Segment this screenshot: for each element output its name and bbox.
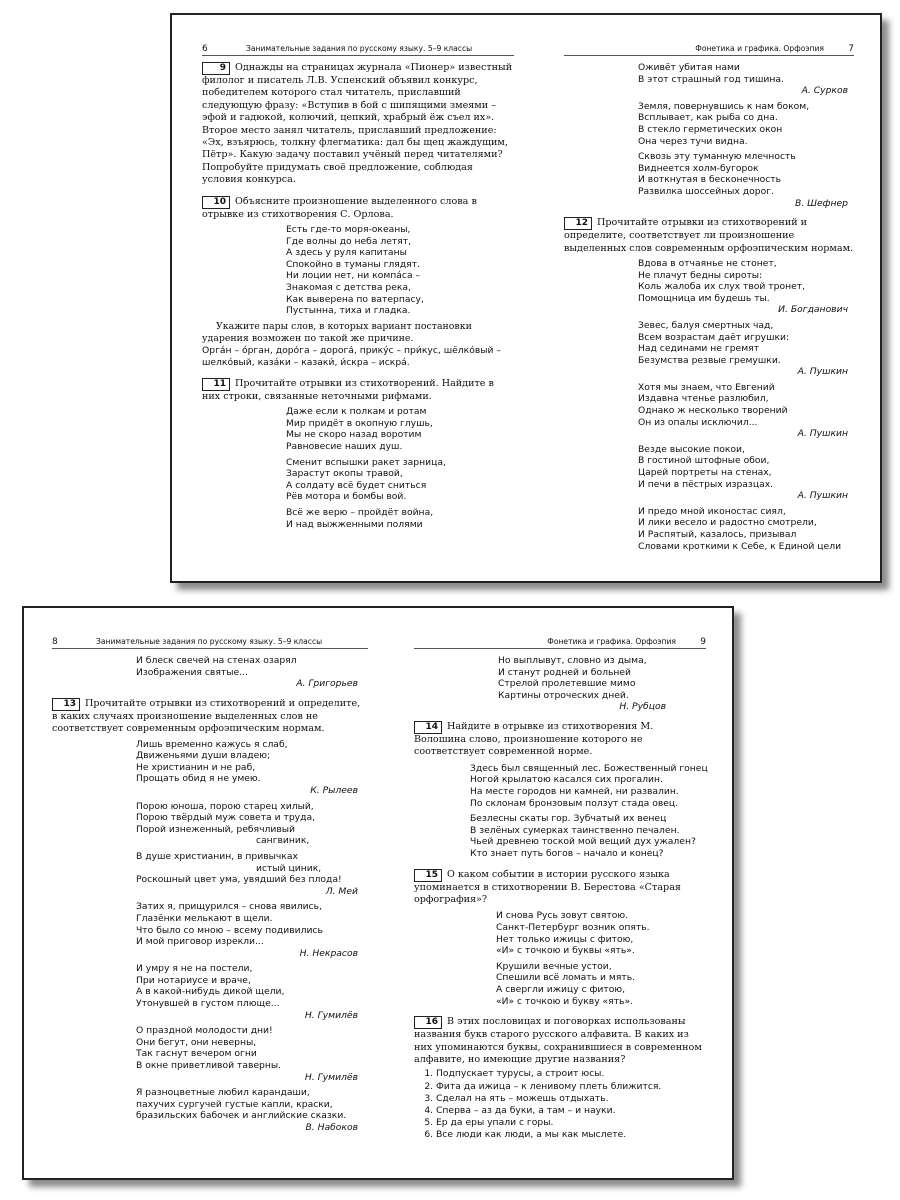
poem-line: Где волны до неба летят,: [286, 235, 412, 247]
task-number: 10: [202, 196, 230, 209]
poem: [496, 910, 706, 1007]
poem-author: А. Пушкин: [797, 366, 848, 378]
poem-line: Над сединами не гремят: [638, 343, 759, 355]
poem-line: Земля, повернувшись к нам боком,: [638, 100, 810, 112]
poem: [136, 739, 358, 1134]
page-8: [52, 608, 368, 1178]
poem-line: «И» с точкою и букву «ять».: [496, 995, 634, 1007]
list-item: 4. Сперва – аз да буки, а там – и науки.: [436, 1105, 706, 1117]
poem-line: И снова Русь зовут святою.: [496, 910, 629, 922]
page-number: 7: [848, 44, 854, 54]
poem-line: Они бегут, они неверны,: [136, 1036, 257, 1048]
poem-line: В душе христианин, в привычках: [136, 850, 298, 862]
poem-line: Зевес, балуя смертных чад,: [638, 319, 774, 331]
poem-line: Коль жалоба их слух твой тронет,: [638, 281, 806, 293]
poem-line: Равновесие наших душ.: [286, 441, 403, 452]
poem-line: Везде высокие покои,: [638, 443, 745, 455]
poem-line: Словами кроткими к Себе, к Единой цели: [638, 540, 842, 552]
poem-line: Мы не скоро назад воротим: [286, 429, 422, 441]
task-number: 14: [414, 721, 442, 734]
task-text: Найдите в отрывке из стихотворения М. Волошина слово, произношение которого не соответствует современной норме.: [414, 720, 654, 758]
page-header: [414, 636, 706, 649]
poem-author: А. Григорьев: [296, 678, 358, 690]
poem: [286, 406, 514, 530]
poem-line: Лишь временно кажусь я слаб,: [136, 738, 288, 750]
poem-line: А в какой-нибудь дикой щели,: [136, 986, 285, 998]
task-number: 16: [414, 1016, 442, 1029]
poem-line: Всем возрастам даёт игрушки:: [638, 331, 790, 343]
task-14: [414, 721, 706, 860]
poem-line: На месте городов ни камней, ни развалин.: [470, 785, 679, 797]
poem-line: Кто знает путь богов – начало и конец?: [470, 847, 664, 859]
poem-line: Так гаснут вечером огни: [136, 1048, 257, 1060]
poem-line: И воткнутая в бесконечность: [638, 174, 782, 186]
poem-author: В. Шефнер: [795, 197, 848, 209]
page-header: [564, 43, 854, 56]
poem: [286, 224, 514, 317]
poem-line: В окне приветливой таверны.: [136, 1060, 282, 1072]
poem-line: А свергли ижицу с фитою,: [496, 983, 626, 995]
poem-author: А. Пушкин: [797, 428, 848, 440]
poem-line: Порою юноша, порою старец хилый,: [136, 800, 314, 812]
poem-line: Он из опалы исключил...: [638, 416, 758, 428]
poem-line: Всплывает, как рыба со дна.: [638, 112, 778, 124]
poem: [470, 763, 706, 860]
proverb-list: [414, 1068, 706, 1141]
book-spread-pages-6-7: [170, 13, 882, 583]
poem-line: Есть где-то моря-океаны,: [286, 224, 411, 236]
poem: [638, 258, 848, 552]
poem-line: Вдова в отчаянье не стонет,: [638, 257, 777, 269]
poem-author: Н. Некрасов: [299, 947, 358, 959]
poem-line: В стекло герметических окон: [638, 123, 783, 135]
task-text: Прочитайте отрывки из стихотворений и определите, соответствует ли произношение выделенных слов современным орфоэпическим нормам.: [564, 217, 854, 254]
poem-line: Я разноцветные любил карандаши,: [136, 1087, 310, 1099]
poem-line: Спешили всё ломать и мять.: [496, 972, 636, 984]
poem-line: Даже если к полкам и ротам: [286, 406, 427, 418]
page-6: [202, 15, 514, 581]
poem-line: И умру я не на постели,: [136, 963, 253, 975]
task-number: 9: [202, 62, 230, 75]
word-pairs: Орга́н – о́рган, доро́га – дорога́, прику́с – при́кус, шёлко́вый – шелко́вый, каза́ки – казаки́, и́скра – искра́.: [202, 345, 501, 369]
poem-author: Н. Гумилёв: [304, 1071, 358, 1083]
poem-line: Чьей древнею тоской мой вещий дух ужален?: [470, 836, 696, 848]
poem-line: «И» с точкою и буквы «ять».: [496, 945, 635, 957]
poem-line: Пустынна, тиха и гладка.: [286, 305, 411, 317]
list-item: 5. Ер да еры упали с горы.: [436, 1117, 706, 1129]
poem-line: Она через тучи видна.: [638, 135, 748, 147]
list-item: 3. Сделал на ять – можешь отдыхать.: [436, 1093, 706, 1105]
poem-line: истый циник,: [256, 862, 322, 874]
poem-line: И мой приговор изрекли...: [136, 936, 264, 948]
poem-line: Безумства резвые гремушки.: [638, 354, 781, 366]
poem-line: Ногой крылатою касался сих прогалин.: [470, 774, 663, 786]
task-9: [202, 62, 514, 187]
page-9: [414, 608, 706, 1178]
poem-line: И блеск свечей на стенах озарял: [136, 655, 297, 666]
poem-line: И печи в пёстрых изразцах.: [638, 478, 774, 490]
poem-line: Развилка шоссейных дорог.: [638, 185, 774, 197]
poem-author: Л. Мей: [325, 885, 358, 897]
poem-line: Картины отроческих дней.: [498, 689, 629, 701]
task-text: Прочитайте отрывки из стихотворений и определите, в каких случаях произношение выделенных слов не соответствует современным орфоэпическим нормам.: [52, 697, 361, 735]
task-number: 12: [564, 217, 592, 230]
poem-line: Не христианин и не раб,: [136, 761, 256, 773]
poem-line: Не плачут бедны сироты:: [638, 269, 763, 281]
poem-line: Зарастут окопы травой,: [286, 468, 403, 480]
task-number: 11: [202, 378, 230, 391]
poem-line: О праздной молодости дни!: [136, 1025, 273, 1037]
poem-line: пахучих сургучей густые капли, краски,: [136, 1098, 333, 1110]
poem-line: Затих я, прищурился – снова явились,: [136, 901, 322, 913]
poem-line: И предо мной иконостас сиял,: [638, 505, 786, 517]
poem-line: Оживёт убитая нами: [638, 62, 740, 73]
poem-line: Всё же верю – пройдёт война,: [286, 506, 434, 518]
list-item: 1. Подпускает турусы, а строит юсы.: [436, 1068, 706, 1080]
poem-author: И. Богданович: [778, 304, 848, 316]
poem-line: Хотя мы знаем, что Евгений: [638, 381, 775, 393]
running-title: Фонетика и графика. Орфоэпия: [547, 637, 676, 646]
poem-line: Нет только ижицы с фитою,: [496, 933, 634, 945]
running-title: Фонетика и графика. Орфоэпия: [695, 44, 824, 53]
poem-line: Прощать обид я не умею.: [136, 773, 261, 785]
poem-line: Безлесны скаты гор. Зубчатый их венец: [470, 813, 667, 825]
poem-line: Движеньями души владею;: [136, 750, 271, 762]
poem-line: Но выплывут, словно из дыма,: [498, 655, 647, 666]
poem-author: А. Сурков: [801, 85, 848, 97]
poem-line: бразильских бабочек и английские сказки.: [136, 1110, 347, 1122]
poem-line: Крушили вечные устои,: [496, 960, 612, 972]
poem-line: Глазёнки мелькают в щели.: [136, 912, 273, 924]
task-text: О каком событии в истории русского языка упоминается в стихотворении В. Берестова «Старая орфография»?: [414, 868, 681, 905]
poem-line: Сквозь эту туманную млечность: [638, 151, 796, 163]
poem-author: Н. Гумилёв: [304, 1009, 358, 1021]
task-11: [202, 378, 514, 530]
poem-line: сангвиник,: [256, 835, 310, 847]
running-title: Занимательные задания по русскому языку. 5–9 классы: [246, 44, 473, 53]
running-title: Занимательные задания по русскому языку. 5–9 классы: [96, 637, 323, 646]
poem-line: В зелёных сумерках таинственно печален.: [470, 824, 680, 836]
task-question: Укажите пары слов, в которых вариант постановки ударения возможен по такой же причине.: [202, 320, 472, 345]
poem-line: И над выжженными полями: [286, 518, 423, 530]
poem-line: Санкт-Петербург возник опять.: [496, 921, 650, 933]
page-7: [564, 15, 854, 581]
page-header: [52, 636, 368, 649]
list-item: 6. Все люди как люди, а мы как мыслете.: [436, 1129, 706, 1141]
poem-line: Роскошный цвет ума, увядший без плода!: [136, 874, 342, 886]
book-spread-pages-8-9: [22, 606, 734, 1180]
task-number: 13: [52, 698, 80, 711]
poem-line: И лики весело и радостно смотрели,: [638, 517, 817, 529]
task-13: [52, 698, 368, 1134]
task-text: Однажды на страницах журнала «Пионер» известный филолог и писатель Л.В. Успенский объявил конкурс, победителем которого стал читатель, приславший следующую фразу: «Вступив в бой с шипящими змеями – эфой и гадюкой, колючий, цепкий, храбрый ёж съел их». Второе место занял читатель, приславший предложение: «Эх, взъярюсь, толкну флегматика: дал бы щец жаждущим, Пётр». Какую задачу поставил учёный перед читателями? Попробуйте придумать своё предложение, соблюдая условия конкурса.: [202, 62, 513, 186]
list-item: 2. Фита да ижица – к ленивому плеть ближится.: [436, 1081, 706, 1093]
poem-continuation: [136, 655, 358, 690]
task-text: Объясните произношение выделенного слова в отрывке из стихотворения С. Орлова.: [202, 195, 477, 220]
poem-line: А солдату всё будет сниться: [286, 479, 427, 491]
poem-continuation: [638, 62, 848, 209]
poem-line: Знакомая с детства река,: [286, 282, 411, 294]
poem-line: И Распятый, казалось, призывал: [638, 529, 797, 540]
poem-line: Однако ж несколько творений: [638, 405, 788, 417]
poem-line: Спокойно в туманы глядят.: [286, 258, 420, 270]
task-text: Прочитайте отрывки из стихотворений. Найдите в них строки, связанные неточными рифмами.: [202, 377, 494, 402]
poem-line: Издавна чтенье разлюбил,: [638, 393, 769, 405]
poem-line: Помощница им будешь ты.: [638, 292, 770, 304]
task-16: [414, 1016, 706, 1141]
poem-line: Рёв мотора и бомбы вой.: [286, 491, 407, 503]
poem-line: Ни лоции нет, ни компа́са –: [286, 270, 421, 282]
poem-line: Порою твёрдый муж совета и труда,: [136, 812, 316, 824]
poem-line: Порой изнеженный, ребячливый: [136, 823, 295, 835]
poem-author: Н. Рубцов: [619, 701, 666, 713]
poem-continuation: [498, 655, 666, 713]
page-number: 9: [700, 637, 706, 647]
poem-line: Что было со мною – всему подивились: [136, 924, 323, 936]
task-15: [414, 869, 706, 1008]
poem-line: Изображения святые...: [136, 666, 248, 678]
poem-author: В. Набоков: [305, 1122, 358, 1133]
page-number: 6: [202, 44, 208, 54]
poem-line: Виднеется холм-бугорок: [638, 162, 759, 174]
poem-author: К. Рылеев: [310, 784, 358, 796]
poem-line: Стрелой пролетевшие мимо: [498, 678, 636, 690]
poem-line: Мир придёт в окопную глушь,: [286, 417, 433, 429]
poem-line: Сменит вспышки ракет зарница,: [286, 456, 446, 468]
task-10: [202, 196, 514, 369]
poem-line: Царей портреты на стенах,: [638, 467, 772, 479]
poem-line: Здесь был священный лес. Божественный гонец: [470, 762, 708, 774]
poem-line: В гостиной штофные обои,: [638, 455, 770, 467]
poem-line: А здесь у руля капитаны: [286, 247, 407, 259]
page-header: [202, 43, 514, 56]
poem-line: Как выверена по ватерпасу,: [286, 293, 424, 305]
poem-line: В этот страшный год тишина.: [638, 73, 784, 85]
task-text: В этих пословицах и поговорках использованы названия букв старого русского алфавита. В каких из них упоминаются буквы, сохранившиеся в современном алфавите, но имеющие другие названия?: [414, 1016, 702, 1065]
poem-line: По склонам бронзовым ползут стада овец.: [470, 797, 679, 809]
task-number: 15: [414, 869, 442, 882]
poem-author: А. Пушкин: [797, 490, 848, 502]
poem-line: Утонувшей в густом плюще...: [136, 998, 280, 1010]
page-number: 8: [52, 637, 58, 647]
poem-line: При нотариусе и враче,: [136, 974, 251, 986]
task-12: [564, 217, 854, 552]
poem-line: И станут родней и больней: [498, 666, 631, 678]
